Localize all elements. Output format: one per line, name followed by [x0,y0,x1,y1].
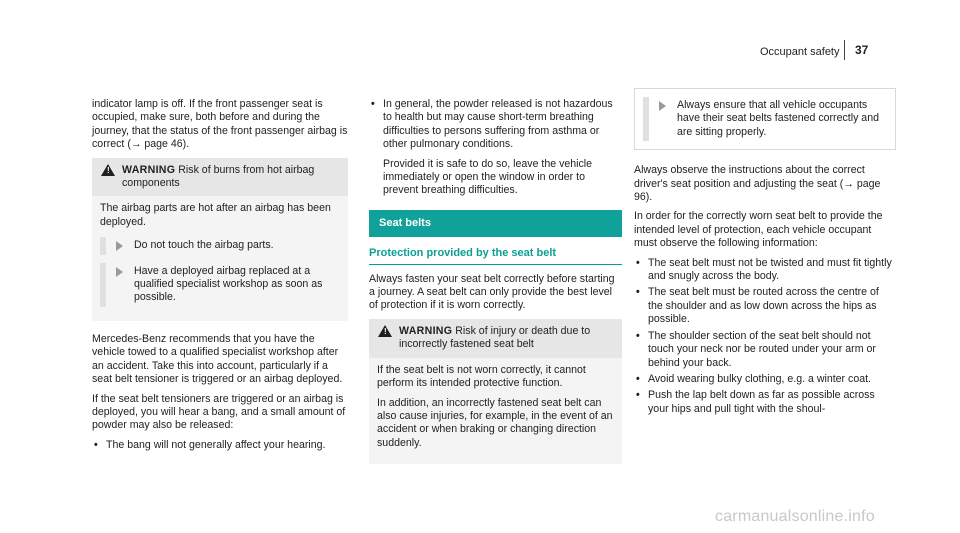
warning-label: WARNING [399,324,453,337]
warning-text: If the seat belt is not worn correctly, it cannot perform its intended protective function. [377,363,586,390]
warning-title: Risk of injury or death due to incorrectly fastened seat belt [399,324,591,351]
list-item: • Avoid wearing bulky clothing, e.g. a winter coat. [634,373,896,386]
step-text: Have a deployed airbag replaced at a qualified specialist workshop as soon as possible. [134,264,323,304]
warning-header [369,319,622,358]
warning-icon: ! [101,164,115,176]
list-item: • The bang will not generally affect your hearing. [92,439,348,452]
header-divider [844,40,845,60]
bullet-list [92,439,348,452]
list-item-text: • In general, the powder released is not hazardous to health but may cause short-term breathing difficulties to persons suffering from asthma or other pulmonary conditions. [383,98,613,151]
paragraph: Always observe the instructions about the correct driver's seat position and adjusting the seat (→ page 96). [634,164,881,204]
running-header: Occupant safety [760,46,840,58]
note-step [643,97,885,141]
subsection-heading: Protection provided by the seat belt [369,247,622,264]
warning-header [92,158,348,197]
list-item: • The seat belt must not be twisted and must fit tightly and snugly across the body. [634,257,896,284]
paragraph: In order for the correctly worn seat belt to provide the intended level of protection, each vehicle occupant must observe the following information: [634,210,883,250]
step-arrow-icon [659,101,666,111]
warning-label: WARNING [122,163,176,176]
warning-text: In addition, an incorrectly fastened seat belt can also cause injuries, for example, in the event of an accident or when braking or changing direction suddenly. [377,396,613,449]
warning-step [100,237,340,254]
paragraph: Mercedes-Benz recommends that you have the vehicle towed to a qualified specialist workshop after an accident. Take this into account, particularly if a seat belt tensioner is triggered or an airbag deployed. [92,332,343,386]
list-item: • Push the lap belt down as far as possible across your hips and pull tight with the shoul- [634,389,896,416]
step-arrow-icon [116,241,123,251]
list-item [369,98,622,198]
warning-body [92,196,348,320]
warning-step [100,263,340,307]
column-2 [369,98,622,476]
warning-icon: ! [378,325,392,337]
intro-paragraph: indicator lamp is off. If the front passenger seat is occupied, make sure, both before and during the journey, that the status of the front passenger airbag is correct (→ page 46). [92,98,348,151]
paragraph: Always fasten your seat belt correctly before starting a journey. A seat belt can only provide the best level of protection if it is worn correctly. [369,272,615,312]
step-arrow-icon [116,267,123,277]
note-box [634,88,896,150]
warning-text: The airbag parts are hot after an airbag has been deployed. [100,202,331,228]
bullet-list [634,257,896,416]
column-1 [92,98,348,456]
list-item: • The shoulder section of the seat belt should not touch your neck nor be routed under your arm or behind your back. [634,330,896,370]
paragraph: If the seat belt tensioners are triggered or an airbag is deployed, you will hear a bang, and a small amount of powder may also be released: [92,392,346,432]
section-heading: Seat belts [369,210,622,237]
warning-box-airbag [92,158,348,321]
list-item-text: Provided it is safe to do so, leave the vehicle immediately or open the window in order to prevent breathing difficulties. [383,157,593,197]
step-text: Do not touch the airbag parts. [134,239,274,252]
column-3 [634,88,896,420]
watermark: carmanualsonline.info [715,508,875,525]
list-item: • The seat belt must be routed across the centre of the shoulder and as low down across the hips as possible. [634,286,896,326]
page-number: 37 [855,43,869,57]
note-text: Always ensure that all vehicle occupants have their seat belts fastened correctly and are sitting properly. [677,99,879,138]
warning-title: Risk of burns from hot airbag components [122,163,315,190]
bullet-list [369,98,622,198]
warning-body [369,358,622,464]
warning-box-seatbelt [369,319,622,464]
